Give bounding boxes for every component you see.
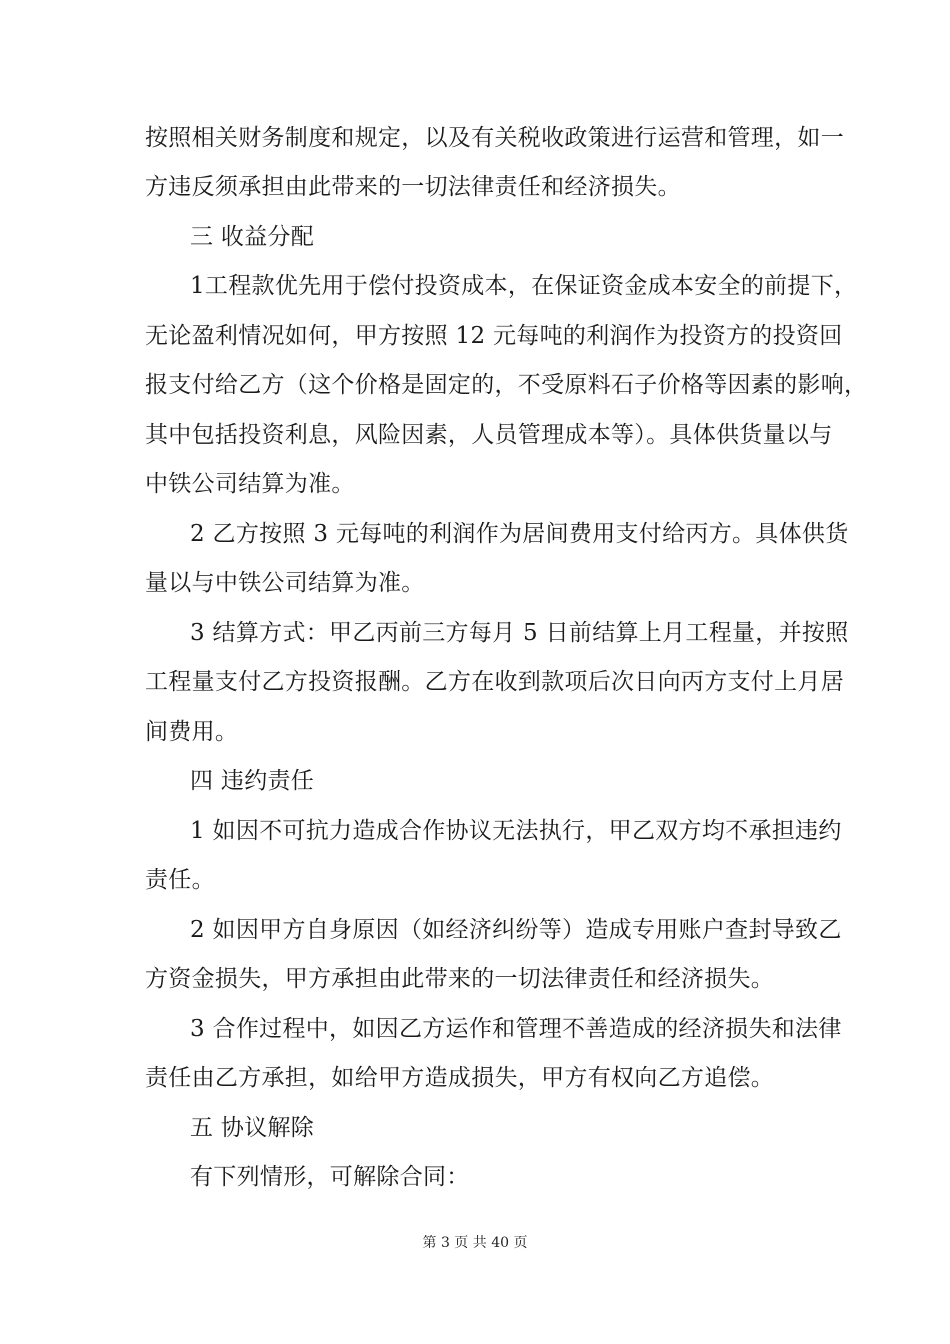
paragraph-line: 无论盈利情况如何，甲方按照 12 元每吨的利润作为投资方的投资回 (145, 323, 843, 349)
paragraph-line: 2 乙方按照 3 元每吨的利润作为居间费用支付给丙方。具体供货 (190, 521, 849, 547)
page-number-footer: 第 3 页 共 40 页 (422, 1235, 528, 1251)
paragraph-line: 按照相关财务制度和规定，以及有关税收政策进行运营和管理，如一 (145, 125, 844, 151)
paragraph-line: 有下列情形，可解除合同： (190, 1164, 470, 1190)
paragraph-line: 中铁公司结算为准。 (145, 471, 355, 497)
paragraph-line: 方违反须承担由此带来的一切法律责任和经济损失。 (145, 174, 681, 200)
paragraph-line: 3 结算方式：甲乙丙前三方每月 5 日前结算上月工程量，并按照 (190, 620, 849, 646)
paragraph-line: 3 合作过程中，如因乙方运作和管理不善造成的经济损失和法律 (190, 1016, 842, 1042)
section-heading-breach: 四 违约责任 (190, 768, 315, 794)
paragraph-line: 方资金损失，甲方承担由此带来的一切法律责任和经济损失。 (145, 966, 775, 992)
paragraph-line: 报支付给乙方（这个价格是固定的，不受原料石子价格等因素的影响， (145, 372, 868, 398)
paragraph-line: 量以与中铁公司结算为准。 (145, 570, 425, 596)
paragraph-line: 其中包括投资利息，风险因素，人员管理成本等）。具体供货量以与 (145, 422, 833, 448)
paragraph-line: 1 如因不可抗力造成合作协议无法执行，甲乙双方均不承担违约 (190, 818, 842, 844)
section-heading-termination: 五 协议解除 (190, 1115, 315, 1141)
paragraph-line: 工程量支付乙方投资报酬。乙方在收到款项后次日向丙方支付上月居 (145, 669, 844, 695)
paragraph-line: 2 如因甲方自身原因（如经济纠纷等）造成专用账户查封导致乙 (190, 917, 842, 943)
paragraph-line: 责任。 (145, 867, 215, 893)
paragraph-line: 责任由乙方承担，如给甲方造成损失，甲方有权向乙方追偿。 (145, 1065, 775, 1091)
section-heading-revenue: 三 收益分配 (190, 224, 315, 250)
paragraph-line: 间费用。 (145, 719, 239, 745)
paragraph-line: 1工程款优先用于偿付投资成本，在保证资金成本安全的前提下， (190, 273, 858, 299)
